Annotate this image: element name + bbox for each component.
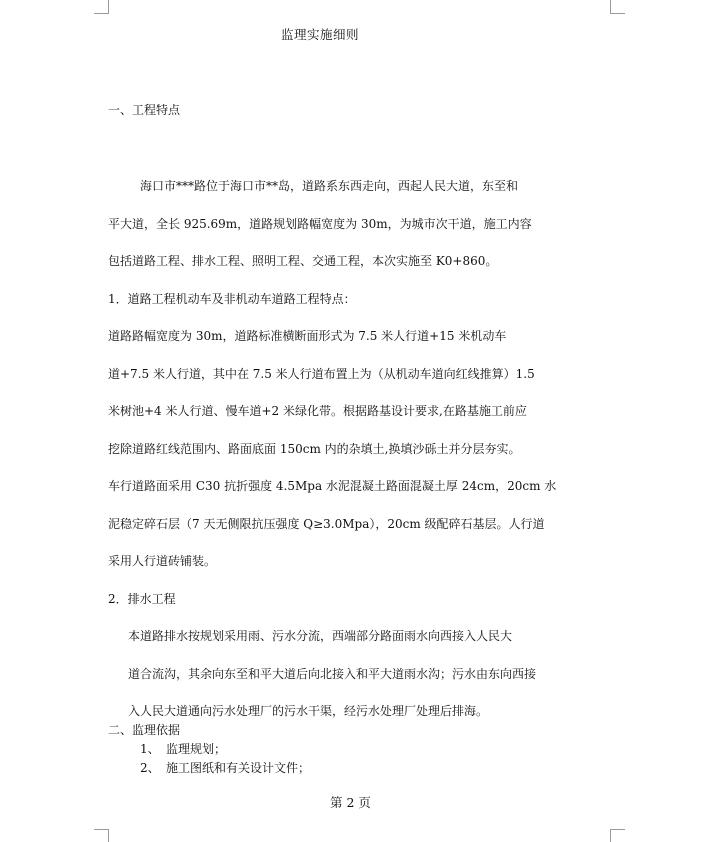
- drainage-line-1: 本道路排水按规划采用雨、污水分流，西端部分路面雨水向西接入人民大: [128, 629, 513, 643]
- road-line-2: 道+7.5 米人行道，其中在 7.5 米人行道布置上为（从机动车道向红线推算）1.5: [108, 367, 535, 381]
- road-line-5: 车行道路面采用 C30 抗折强度 4.5Mpa 水泥混凝土路面混凝土厚 24cm，20cm 水: [108, 479, 557, 493]
- subsection-heading-road: 1．道路工程机动车及非机动车道路工程特点：: [108, 292, 356, 306]
- basis-item-2: [0, 760, 718, 776]
- crop-mark-bottom-right: [610, 829, 625, 842]
- drainage-line-2: 道合流沟，其余向东至和平大道后向北接入和平大道雨水沟；污水由东向西接: [128, 667, 537, 681]
- intro-line-3: 包括道路工程、排水工程、照明工程、交通工程，本次实施至 K0+860。: [108, 254, 498, 268]
- road-line-3: 米树池+4 米人行道、慢车道+2 米绿化带。根据路基设计要求,在路基施工前应: [108, 404, 527, 418]
- road-line-7: 采用人行道砖铺装。: [108, 554, 217, 568]
- basis-item-1: [0, 741, 718, 757]
- intro-line-1: 海口市***路位于海口市**岛，道路系东西走向，西起人民大道，东至和: [140, 179, 519, 193]
- basis-item-number: 1、: [140, 742, 160, 756]
- subsection-heading-drainage: 2．排水工程: [108, 592, 176, 606]
- crop-mark-top-right: [610, 0, 625, 14]
- intro-line-2: 平大道，全长 925.69m，道路规划路幅宽度为 30m，为城市次干道，施工内容: [108, 217, 532, 231]
- road-line-1: 道路路幅宽度为 30m，道路标准横断面形式为 7.5 米人行道+15 米机动车: [108, 329, 507, 343]
- section-heading-features: 一、工程特点: [108, 103, 181, 117]
- basis-item-text: 施工图纸和有关设计文件；: [166, 761, 311, 775]
- basis-item-number: 2、: [140, 761, 160, 775]
- section-heading-basis: 二、监理依据: [108, 723, 181, 737]
- basis-item-text: 监理规划；: [166, 742, 227, 756]
- crop-mark-bottom-left: [94, 829, 109, 842]
- road-line-6: 泥稳定碎石层（7 天无侧限抗压强度 Q≥3.0Mpa），20cm 级配碎石基层。人行道: [108, 517, 545, 531]
- drainage-line-3: 入人民大道通向污水处理厂的污水干渠，经污水处理厂处理后排海。: [128, 704, 489, 718]
- page-title: 监理实施细则: [281, 27, 360, 42]
- road-line-4: 挖除道路红线范围内、路面底面 150cm 内的杂填土,换填沙砾土并分层夯实。: [108, 442, 521, 456]
- page-footer: 第 2 页: [330, 795, 371, 810]
- crop-mark-top-left: [94, 0, 109, 14]
